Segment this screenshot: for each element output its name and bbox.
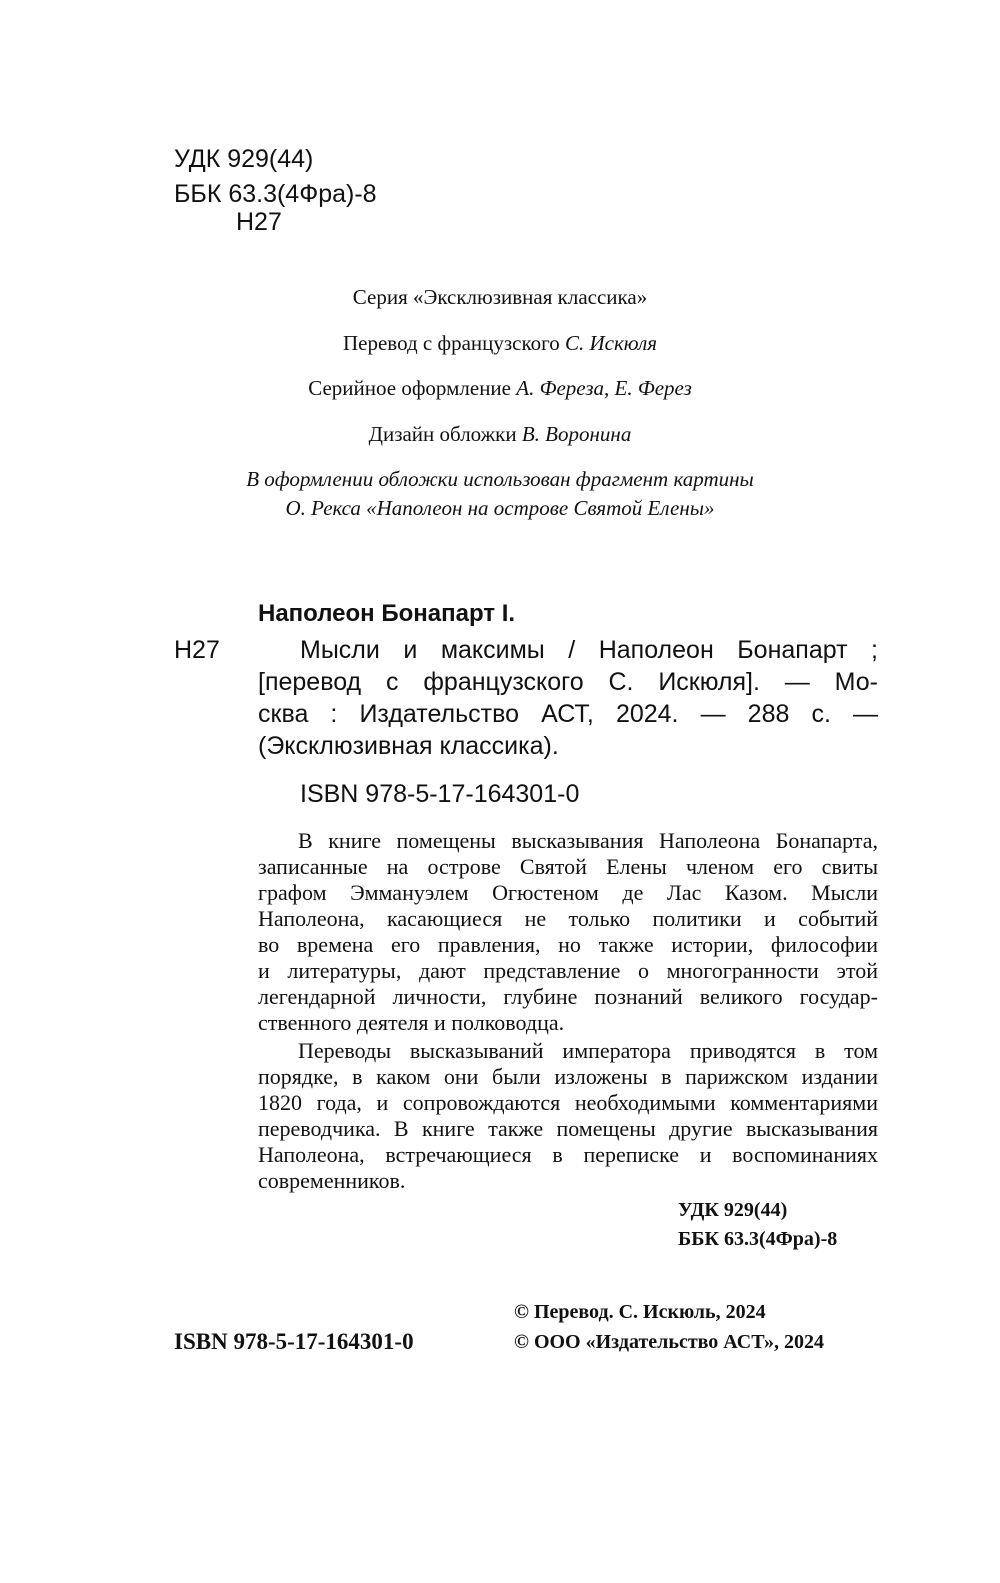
cover-note-line: В оформлении обложки использован фрагмент картины bbox=[246, 467, 754, 491]
footer-isbn: ISBN 978-5-17-164301-0 bbox=[174, 1329, 414, 1354]
series-prefix: Серия bbox=[352, 285, 408, 309]
annotation-line: Наполеона, касающиеся не только политики и событий bbox=[258, 906, 878, 931]
series-line bbox=[0, 287, 1000, 308]
annotation-line: В книге помещены высказывания Наполеона Бонапарта, bbox=[298, 828, 878, 853]
copyright-publisher: © ООО «Издательство АСТ», 2024 bbox=[514, 1331, 825, 1353]
footer-udk: УДК 929(44) bbox=[678, 1199, 788, 1221]
catalog-description-line: сква : Издательство АСТ, 2024. — 288 с. — bbox=[258, 700, 878, 728]
cover-design-prefix: Дизайн обложки bbox=[368, 422, 517, 446]
annotation-line: современников. bbox=[258, 1168, 406, 1193]
layout-designers: А. Фереза, Е. Ферез bbox=[516, 376, 692, 400]
catalog-author-heading: Наполеон Бонапарт I. bbox=[258, 600, 516, 627]
catalog-description-line: [перевод с французского С. Искюля]. — Мо- bbox=[258, 668, 878, 696]
catalog-description-line: (Эксклюзивная классика). bbox=[258, 732, 559, 760]
annotation-line: ственного деятеля и полководца. bbox=[258, 1010, 565, 1035]
annotation-line: порядке, в каком они были изложены в парижском издании bbox=[258, 1064, 878, 1089]
annotation-line: и литературы, дают представление о многогранности этой bbox=[258, 958, 878, 983]
translator-name: С. Искюля bbox=[564, 331, 657, 355]
catalog-sign: Н27 bbox=[174, 636, 220, 664]
translation-prefix: Перевод с французского bbox=[342, 331, 560, 355]
cover-designer: В. Воронина bbox=[521, 422, 632, 446]
copyright-translation: © Перевод. С. Искюль, 2024 bbox=[514, 1301, 766, 1323]
annotation-line: Наполеона, встречающиеся в переписке и воспоминаниях bbox=[258, 1142, 878, 1167]
author-sign: Н27 bbox=[236, 208, 282, 236]
series-name: «Эксклюзивная классика» bbox=[412, 285, 648, 309]
translation-line bbox=[0, 333, 1000, 354]
annotation-line: переводчика. В книге также помещены другие высказывания bbox=[258, 1116, 878, 1141]
annotation-line: 1820 года, и сопровождаются необходимыми комментариями bbox=[258, 1090, 878, 1115]
udk-code: УДК 929(44) bbox=[174, 145, 314, 173]
annotation-line: записанные на острове Святой Елены членом его свиты bbox=[258, 854, 878, 879]
annotation-line: во времена его правления, но также истории, философии bbox=[258, 932, 878, 957]
catalog-description-line: Мысли и максимы / Наполеон Бонапарт ; bbox=[300, 636, 878, 664]
catalog-isbn: ISBN 978-5-17-164301-0 bbox=[300, 780, 580, 808]
cover-design-line bbox=[0, 424, 1000, 445]
layout-line bbox=[0, 378, 1000, 399]
annotation-line: графом Эммануэлем Огюстеном де Лас Казом. Мысли bbox=[258, 880, 878, 905]
footer-bbk: ББК 63.3(4Фра)-8 bbox=[678, 1228, 838, 1250]
annotation-line: легендарной личности, глубине познаний великого государ- bbox=[258, 984, 878, 1009]
annotation-line: Переводы высказываний императора приводятся в том bbox=[298, 1038, 878, 1063]
cover-note-line: О. Рекса «Наполеон на острове Святой Елены» bbox=[285, 496, 715, 520]
layout-prefix: Серийное оформление bbox=[308, 376, 511, 400]
bbk-code: ББК 63.3(4Фра)-8 bbox=[174, 180, 377, 208]
